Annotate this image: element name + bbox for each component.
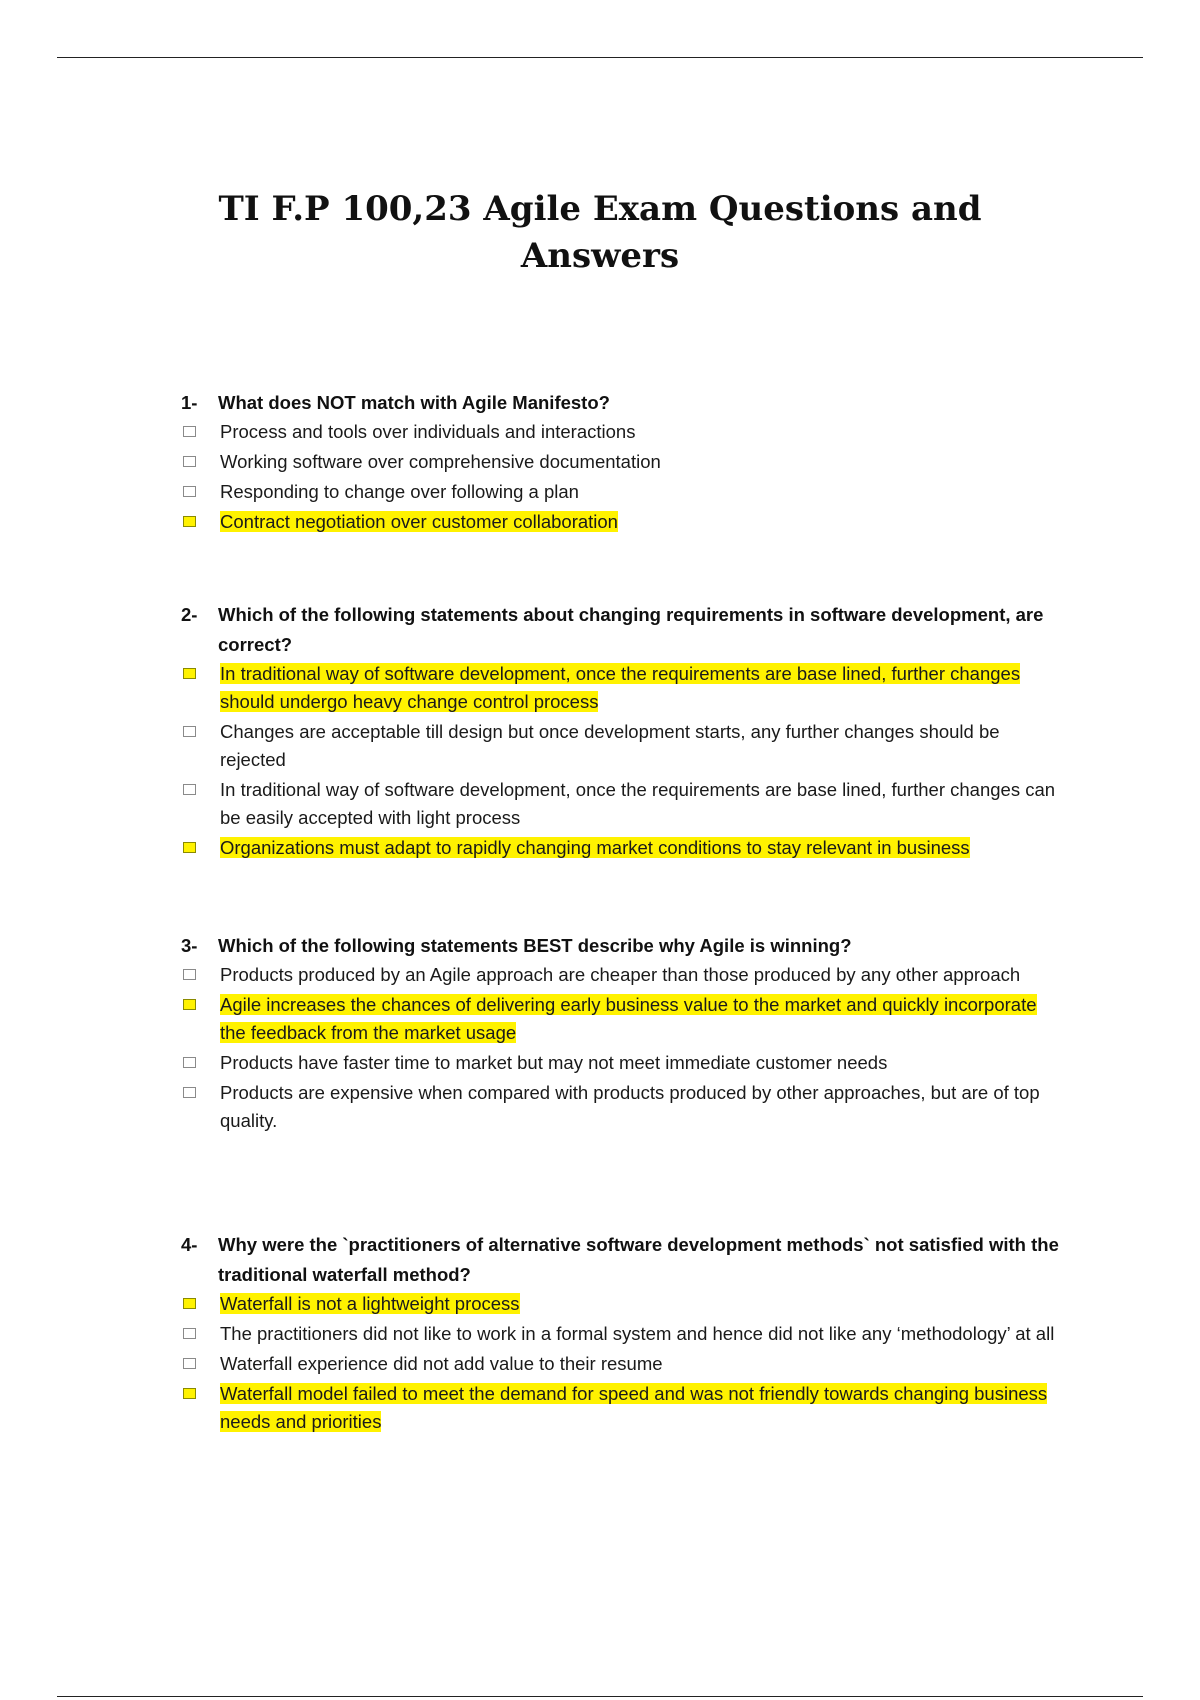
option-item xyxy=(181,418,1061,446)
question-text: Which of the following statements about changing requirements in software development, are correct? xyxy=(218,604,1044,655)
document-title: TI F.P 100,23 Agile Exam Questions and Answers xyxy=(218,189,982,276)
option-text: Process and tools over individuals and interactions xyxy=(220,421,636,442)
option-item xyxy=(181,718,1061,774)
checkbox-icon[interactable] xyxy=(183,999,196,1010)
question-3 xyxy=(181,931,1061,1135)
option-item xyxy=(181,1350,1061,1378)
checkbox-icon[interactable] xyxy=(183,456,196,467)
option-text: Products are expensive when compared with products produced by other approaches, but are of top quality. xyxy=(220,1082,1040,1131)
option-item xyxy=(181,1079,1061,1135)
option-text: Products produced by an Agile approach are cheaper than those produced by any other approach xyxy=(220,964,1021,985)
option-text: Waterfall is not a lightweight process xyxy=(220,1293,520,1314)
option-text: In traditional way of software development, once the requirements are base lined, further changes should undergo heavy change control process xyxy=(220,663,1021,712)
question-heading xyxy=(181,388,1061,418)
option-item-highlighted xyxy=(181,1380,1061,1436)
options-list xyxy=(181,660,1061,862)
option-item-highlighted xyxy=(181,991,1061,1047)
checkbox-icon[interactable] xyxy=(183,1057,196,1068)
checkbox-icon[interactable] xyxy=(183,426,196,437)
options-list xyxy=(181,1290,1061,1436)
question-4 xyxy=(181,1230,1061,1436)
options-list xyxy=(181,961,1061,1135)
option-text: Products have faster time to market but may not meet immediate customer needs xyxy=(220,1052,888,1073)
option-item-highlighted xyxy=(181,508,1061,536)
checkbox-icon[interactable] xyxy=(183,1328,196,1339)
question-text: Which of the following statements BEST describe why Agile is winning? xyxy=(218,935,852,956)
question-heading xyxy=(181,600,1061,660)
checkbox-icon[interactable] xyxy=(183,1388,196,1399)
option-item-highlighted xyxy=(181,660,1061,716)
option-text: Waterfall experience did not add value to their resume xyxy=(220,1353,663,1374)
bottom-rule xyxy=(57,1696,1143,1697)
question-2 xyxy=(181,600,1061,862)
checkbox-icon[interactable] xyxy=(183,969,196,980)
top-rule xyxy=(57,57,1143,58)
checkbox-icon[interactable] xyxy=(183,516,196,527)
checkbox-icon[interactable] xyxy=(183,668,196,679)
option-text: Organizations must adapt to rapidly changing market conditions to stay relevant in business xyxy=(220,837,970,858)
option-item xyxy=(181,448,1061,476)
question-heading xyxy=(181,1230,1061,1290)
question-number: 1- xyxy=(181,392,198,413)
option-item xyxy=(181,776,1061,832)
question-1 xyxy=(181,388,1061,536)
option-item-highlighted xyxy=(181,1290,1061,1318)
question-number: 3- xyxy=(181,935,198,956)
question-number: 4- xyxy=(181,1234,198,1255)
checkbox-icon[interactable] xyxy=(183,842,196,853)
option-text: The practitioners did not like to work in a formal system and hence did not like any ‘methodology’ at all xyxy=(220,1323,1055,1344)
option-item xyxy=(181,1320,1061,1348)
checkbox-icon[interactable] xyxy=(183,1358,196,1369)
question-text: What does NOT match with Agile Manifesto? xyxy=(218,392,610,413)
option-text: In traditional way of software development, once the requirements are base lined, further changes can be easily accepted with light process xyxy=(220,779,1056,828)
option-text: Changes are acceptable till design but once development starts, any further changes should be rejected xyxy=(220,721,1000,770)
checkbox-icon[interactable] xyxy=(183,486,196,497)
checkbox-icon[interactable] xyxy=(183,1087,196,1098)
checkbox-icon[interactable] xyxy=(183,784,196,795)
option-item xyxy=(181,478,1061,506)
checkbox-icon[interactable] xyxy=(183,1298,196,1309)
option-text: Working software over comprehensive documentation xyxy=(220,451,661,472)
option-text: Agile increases the chances of delivering early business value to the market and quickly incorporate the feedback from the market usage xyxy=(220,994,1037,1043)
option-item xyxy=(181,1049,1061,1077)
options-list xyxy=(181,418,1061,536)
option-text: Contract negotiation over customer collaboration xyxy=(220,511,618,532)
question-number: 2- xyxy=(181,604,198,625)
checkbox-icon[interactable] xyxy=(183,726,196,737)
option-item-highlighted xyxy=(181,834,1061,862)
option-text: Responding to change over following a plan xyxy=(220,481,579,502)
question-heading xyxy=(181,931,1061,961)
option-item xyxy=(181,961,1061,989)
question-text: Why were the `practitioners of alternative software development methods` not satisfied with the traditional waterfall method? xyxy=(218,1234,1059,1285)
option-text: Waterfall model failed to meet the demand for speed and was not friendly towards changing business needs and priorities xyxy=(220,1383,1048,1432)
